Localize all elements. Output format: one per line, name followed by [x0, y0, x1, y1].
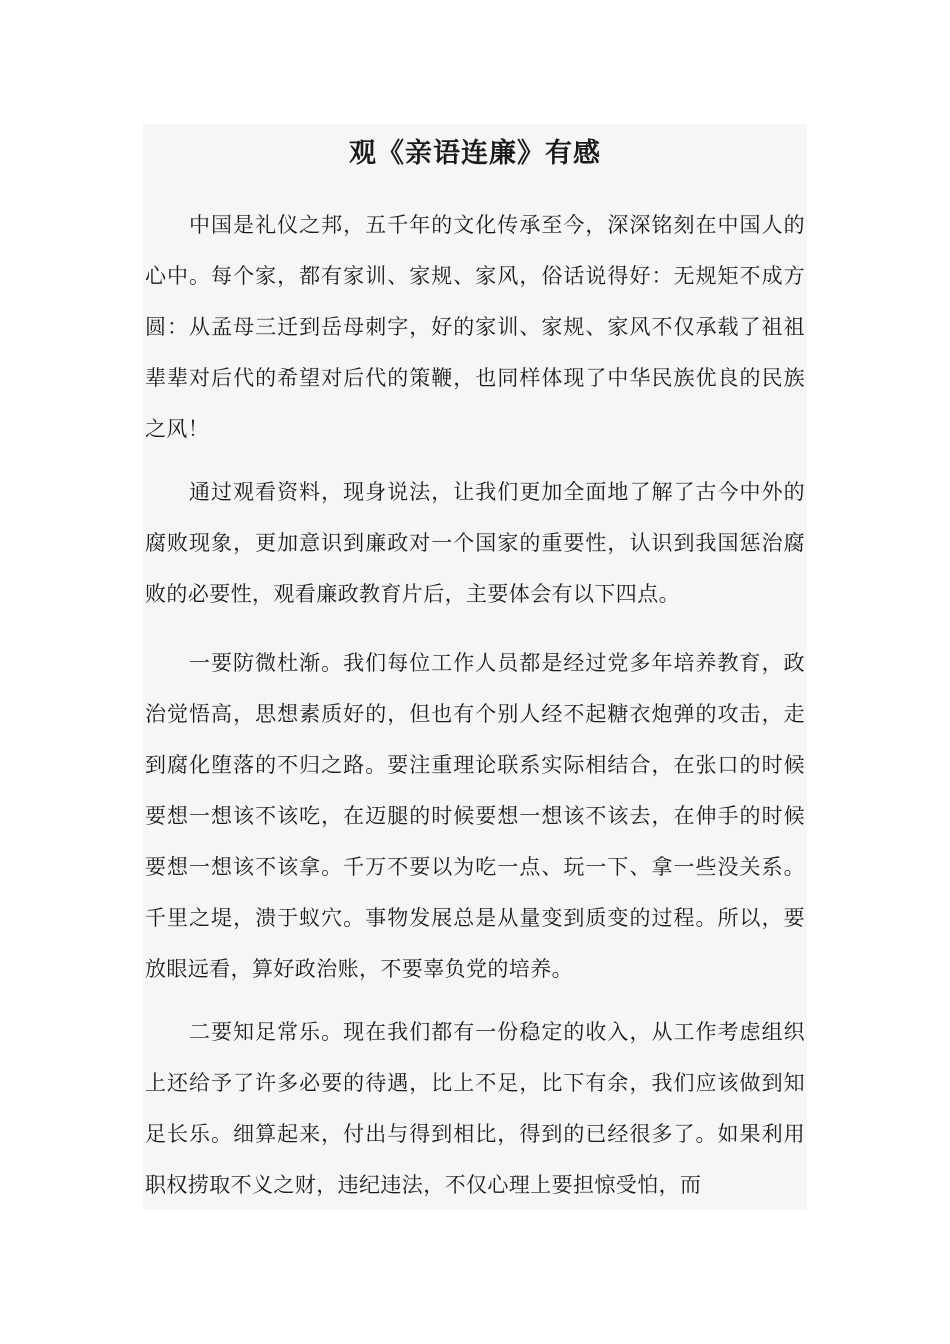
paragraph-point-one: 一要防微杜渐。我们每位工作人员都是经过党多年培养教育，政治觉悟高，思想素质好的，但也有个别人经不起糖衣炮弹的攻击，走到腐化堕落的不归之路。要注重理论联系实际相结合，在张口的时候要想一想该不该吃，在迈腿的时候要想一想该不该去，在伸手的时候要想一想该不该拿。千万不要以为吃一点、玩一下、拿一些没关系。千里之堤，溃于蚁穴。事物发展总是从量变到质变的过程。所以，要放眼远看，算好政治账，不要辜负党的培养。 — [145, 651, 805, 981]
document-title: 观《亲语连廉》有感 — [349, 138, 601, 169]
paragraph-viewing: 通过观看资料，现身说法，让我们更加全面地了解了古今中外的腐败现象，更加意识到廉政对一个国家的重要性，认识到我国惩治腐败的必要性，观看廉政教育片后，主要体会有以下四点。 — [145, 480, 805, 606]
paragraph-intro: 中国是礼仪之邦，五千年的文化传承至今，深深铭刻在中国人的心中。每个家，都有家训、家规、家风，俗话说得好：无规矩不成方圆：从孟母三迁到岳母刺字，好的家训、家规、家风不仅承载了祖祖辈辈对后代的希望对后代的策鞭，也同样体现了中华民族优良的民族之风！ — [145, 213, 805, 441]
document-body — [143, 124, 807, 1210]
paragraph-point-two: 二要知足常乐。现在我们都有一份稳定的收入，从工作考虑组织上还给予了许多必要的待遇，比上不足，比下有余，我们应该做到知足长乐。细算起来，付出与得到相比，得到的已经很多了。如果利用职权捞取不义之财，违纪违法，不仅心理上要担惊受怕，而 — [145, 1020, 805, 1197]
